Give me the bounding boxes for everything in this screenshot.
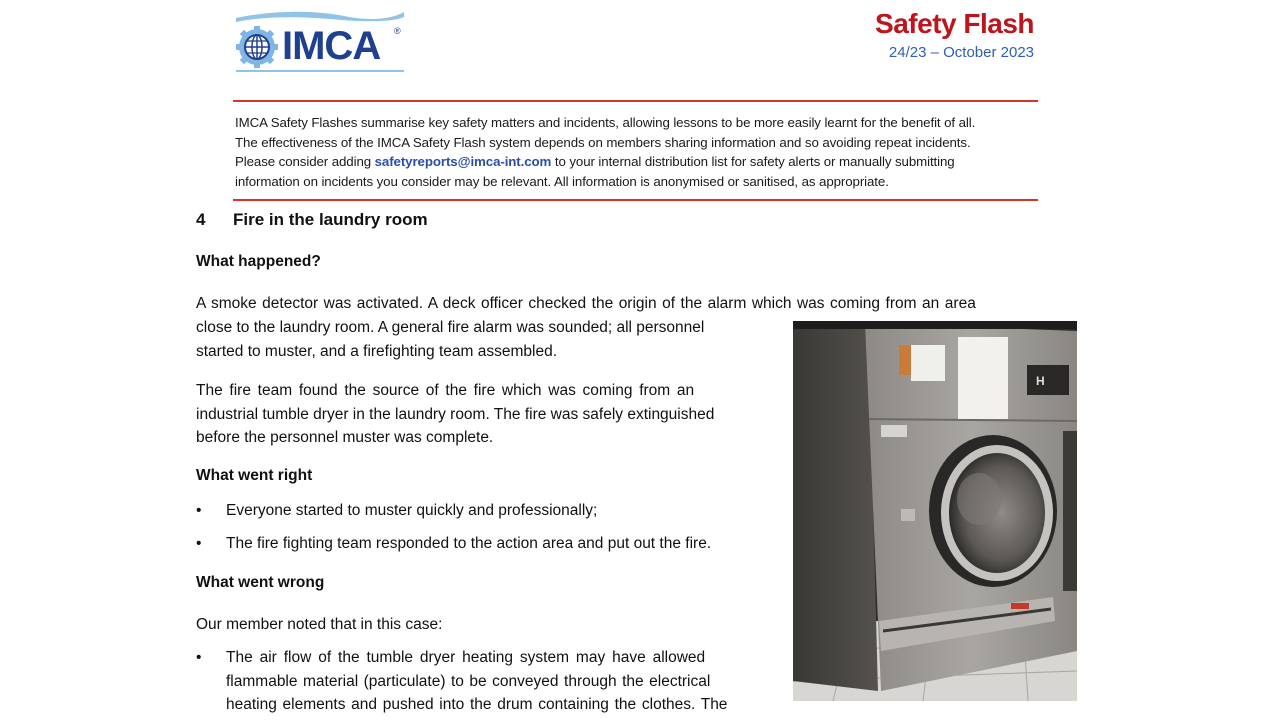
intro-line: information on incidents you consider may be relevant. All information is anonymised or sanitised, as appropriate. [235,173,889,189]
paragraph: A smoke detector was activated. A deck officer checked the origin of the alarm which was coming from an area [196,295,976,312]
registered-mark: ® [394,26,401,36]
section-title-text: Fire in the laundry room [233,210,428,229]
paragraph-line: industrial tumble dryer in the laundry room. The fire was safely extinguished [196,405,715,423]
divider-top [233,100,1038,102]
divider-bottom [233,199,1038,201]
list-item-line: heating elements and pushed into the drum containing the clothes. The [226,696,728,713]
tumble-dryer-photo [793,321,1077,701]
section-number: 4 [196,210,206,229]
intro-line: The effectiveness of the IMCA Safety Flash system depends on members sharing information and so avoiding repeat incidents. [235,134,971,150]
paragraph-line: before the personnel muster was complete. [196,429,494,446]
bullet-icon: • [196,649,202,666]
intro-text: to your internal distribution list for safety alerts or manually submitting [551,154,955,169]
dryer-photo-illustration [793,321,1077,701]
section-title [196,210,428,230]
imca-logo [234,6,406,72]
logo-underline [236,70,404,72]
issue-date: 24/23 – October 2023 [888,44,1034,61]
svg-text:H: H [1036,374,1045,388]
paragraph-line: The fire team found the source of the fire which was coming from an [196,382,695,399]
paragraph [196,316,778,363]
bullet-icon: • [196,535,202,552]
paragraph-line: close to the laundry room. A general fire alarm was sounded; all personnel [196,319,705,336]
intro-text: Please consider adding [235,154,375,169]
globe-gear-icon [236,26,278,68]
paragraph: Our member noted that in this case: [196,616,443,633]
heading-what-went-right: What went right [196,467,313,484]
intro-line [235,152,1045,172]
list-item-line: flammable material (particulate) to be conveyed through the electrical [226,672,711,690]
email-link[interactable]: safetyreports@imca-int.com [374,154,552,169]
list-item-text [226,646,778,717]
paragraph [196,379,778,450]
list-item-line: The air flow of the tumble dryer heating system may have allowed [226,649,706,666]
document-title: Safety Flash [875,8,1034,39]
paragraph-line: started to muster, and a firefighting team assembled. [196,342,557,360]
logo-wave-icon [234,6,406,26]
logo-wordmark: IMCA [282,24,381,68]
bullet-icon: • [196,502,202,519]
intro-box [235,113,1045,191]
list-item-text: Everyone started to muster quickly and professionally; [226,502,598,519]
heading-what-went-wrong: What went wrong [196,574,325,591]
intro-line: IMCA Safety Flashes summarise key safety matters and incidents, allowing lessons to be more easily learnt for the benefit of all. [235,115,976,130]
list-item-text: The fire fighting team responded to the action area and put out the fire. [226,535,712,552]
heading-what-happened: What happened? [196,253,321,270]
